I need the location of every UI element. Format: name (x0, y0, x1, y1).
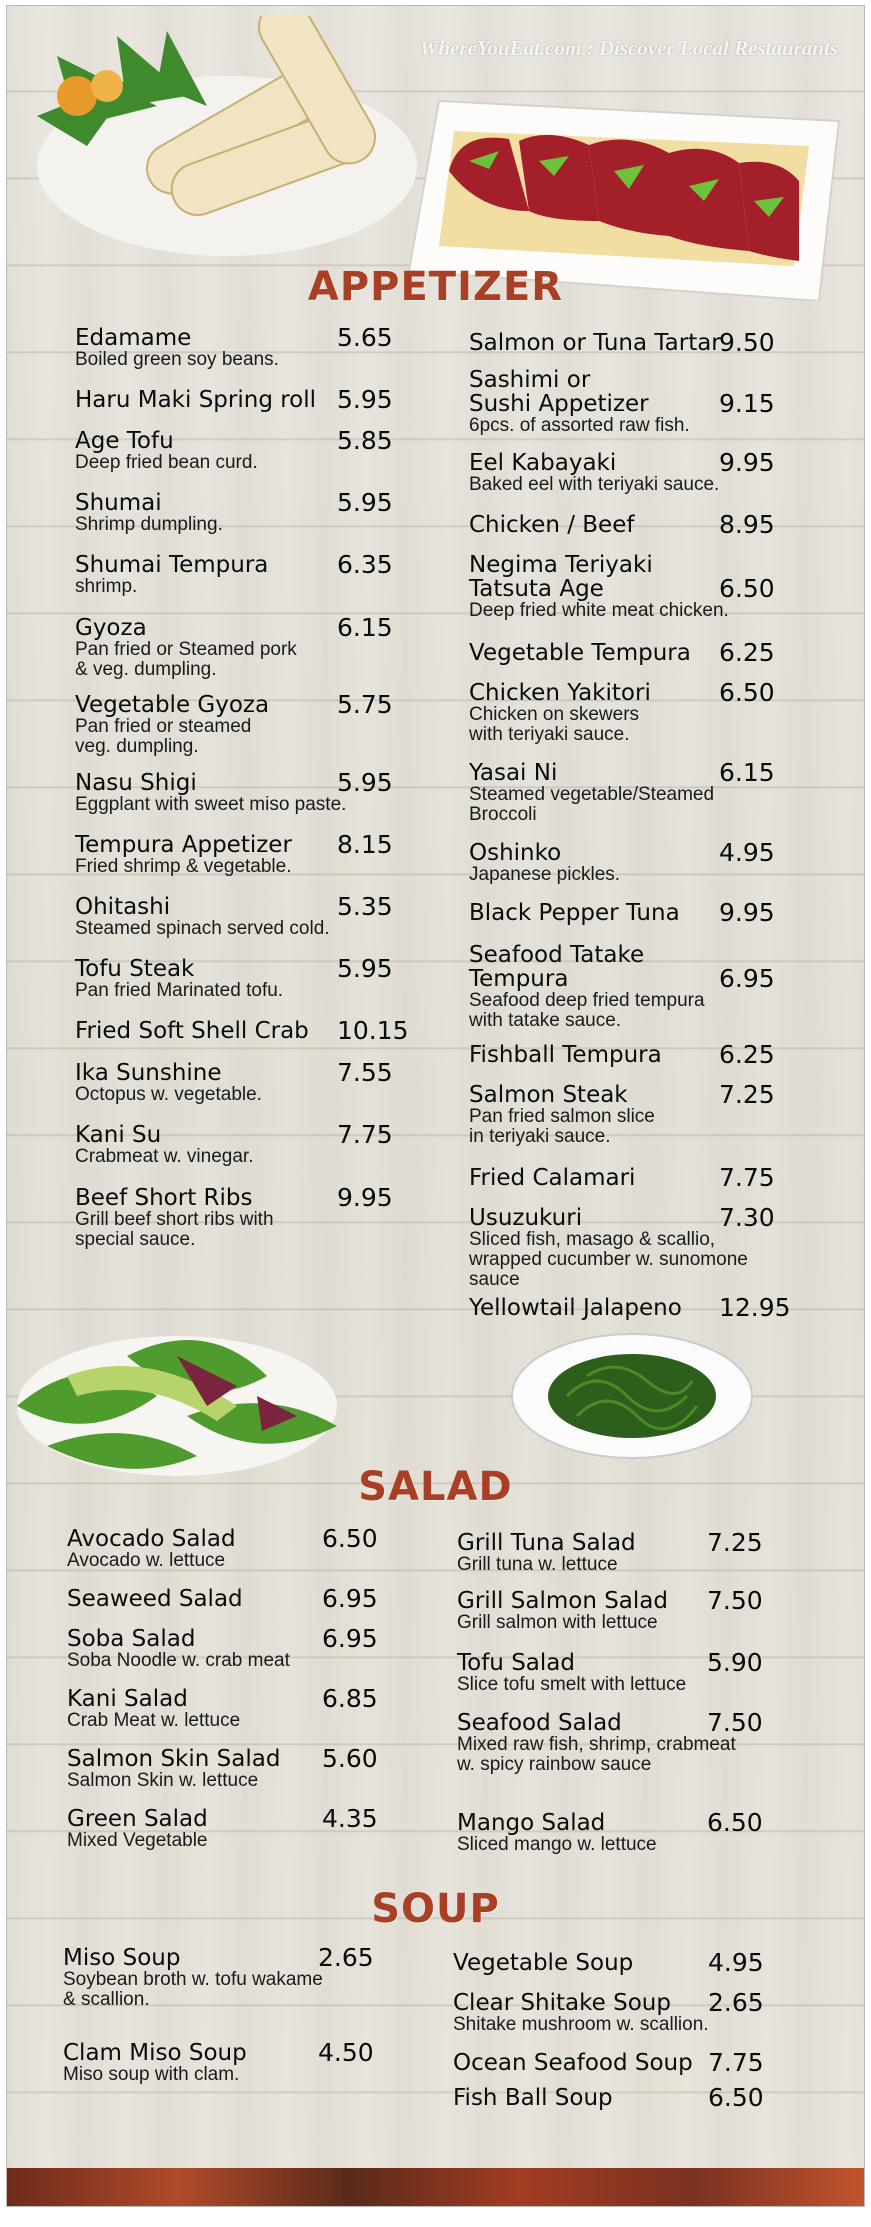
menu-item-description: shrimp. (75, 576, 138, 597)
menu-item-description: Sliced fish, masago & scallio, wrapped cucumber w. sunomone sauce (469, 1229, 748, 1290)
menu-item-name: Beef Short Ribs (75, 1185, 253, 1211)
menu-item-name: Tempura Appetizer (75, 832, 292, 858)
menu-item-price: 5.95 (337, 488, 393, 517)
menu-item-price: 6.50 (719, 678, 775, 707)
menu-item-price: 6.50 (707, 1808, 763, 1837)
menu-item-description: Soybean broth w. tofu wakame & scallion. (63, 1969, 323, 2010)
menu-item-description: Eggplant with sweet miso paste. (75, 794, 347, 815)
menu-item-name: Fishball Tempura (469, 1042, 662, 1068)
menu-item-name: Sashimi or Sushi Appetizer (469, 367, 649, 417)
menu-item-name: Miso Soup (63, 1945, 181, 1971)
menu-item-price: 6.85 (322, 1684, 378, 1713)
menu-item-name: Ika Sunshine (75, 1060, 222, 1086)
menu-item-description: Shitake mushroom w. scallion. (453, 2014, 709, 2035)
menu-item-tofu-steak (75, 954, 407, 1001)
menu-item-description: Sliced mango w. lettuce (457, 1834, 657, 1855)
menu-item-eel-kabayaki (469, 448, 789, 495)
menu-item-name: Vegetable Tempura (469, 640, 691, 666)
menu-item-price: 5.85 (337, 426, 393, 455)
menu-item-gyoza (75, 613, 407, 680)
menu-item-description: Octopus w. vegetable. (75, 1084, 262, 1105)
menu-item-name: Vegetable Gyoza (75, 692, 270, 718)
menu-item-price: 9.50 (719, 328, 775, 357)
menu-item-name: Chicken Yakitori (469, 680, 651, 706)
menu-item-name: Nasu Shigi (75, 770, 197, 796)
menu-item-price: 4.95 (719, 838, 775, 867)
menu-item-vegetable-tempura (469, 638, 789, 667)
menu-item-price: 9.15 (719, 389, 775, 418)
menu-item-name: Chicken / Beef (469, 512, 635, 538)
menu-item-ika-sunshine (75, 1058, 407, 1105)
menu-item-name: Edamame (75, 325, 192, 351)
menu-item-ohitashi (75, 892, 407, 939)
menu-item-description: Crabmeat w. vinegar. (75, 1146, 254, 1167)
menu-item-kani-salad (67, 1684, 392, 1731)
menu-item-name: Green Salad (67, 1806, 208, 1832)
bottom-food-strip (7, 2168, 864, 2206)
menu-item-name: Fried Calamari (469, 1165, 636, 1191)
menu-item-description: Salmon Skin w. lettuce (67, 1770, 259, 1791)
menu-item-price: 8.15 (337, 830, 393, 859)
menu-item-green-salad (67, 1804, 392, 1851)
menu-item-negima-teriyaki-tatsuta-age (469, 553, 789, 621)
menu-item-description: Soba Noodle w. crab meat (67, 1650, 290, 1671)
menu-item-description: Grill beef short ribs with special sauce. (75, 1209, 274, 1250)
menu-item-seafood-tatake-tempura (469, 943, 789, 1031)
menu-item-fishball-tempura (469, 1040, 789, 1069)
menu-item-haru-maki-spring-roll (75, 385, 407, 414)
menu-item-description: Miso soup with clam. (63, 2064, 240, 2085)
menu-item-name: Avocado Salad (67, 1526, 236, 1552)
menu-item-name: Seaweed Salad (67, 1586, 243, 1612)
menu-item-description: Mixed raw fish, shrimp, crabmeat w. spicy rainbow sauce (457, 1734, 736, 1775)
menu-item-price: 6.15 (719, 758, 775, 787)
menu-item-name: Eel Kabayaki (469, 450, 617, 476)
menu-item-price: 6.50 (719, 574, 775, 603)
menu-item-name: Gyoza (75, 615, 147, 641)
menu-item-description: Deep fried white meat chicken. (469, 600, 729, 621)
menu-item-mango-salad (457, 1808, 777, 1855)
menu-item-price: 9.95 (337, 1183, 393, 1212)
salad-heading: SALAD (358, 1464, 513, 1510)
menu-item-name: Vegetable Soup (453, 1950, 634, 1976)
menu-item-ocean-seafood-soup (453, 2048, 778, 2077)
menu-item-edamame (75, 323, 407, 370)
menu-item-name: Age Tofu (75, 428, 174, 454)
menu-item-name: Salmon or Tuna Tartar (469, 330, 721, 356)
menu-item-price: 6.25 (719, 1040, 775, 1069)
menu-item-name: Seafood Tatake Tempura (469, 942, 645, 992)
menu-item-name: Oshinko (469, 840, 562, 866)
menu-item-price: 4.35 (322, 1804, 378, 1833)
menu-item-price: 9.95 (719, 448, 775, 477)
menu-item-price: 7.75 (719, 1163, 775, 1192)
menu-item-name: Black Pepper Tuna (469, 900, 680, 926)
menu-item-fried-calamari (469, 1163, 789, 1192)
menu-item-price: 2.65 (708, 1988, 764, 2017)
menu-item-price: 5.95 (337, 954, 393, 983)
menu-item-name: Yasai Ni (469, 760, 558, 786)
menu-item-description: Pan fried Marinated tofu. (75, 980, 284, 1001)
menu-item-name: Usuzukuri (469, 1205, 583, 1231)
menu-item-name: Tofu Salad (457, 1650, 575, 1676)
menu-item-description: Shrimp dumpling. (75, 514, 223, 535)
menu-item-price: 4.50 (318, 2038, 374, 2067)
menu-item-fish-ball-soup (453, 2083, 778, 2112)
menu-item-beef-short-ribs (75, 1183, 407, 1250)
menu-item-soba-salad (67, 1624, 392, 1671)
menu-item-avocado-salad (67, 1524, 392, 1571)
menu-item-vegetable-soup (453, 1948, 778, 1977)
menu-item-black-pepper-tuna (469, 898, 789, 927)
menu-item-price: 7.25 (707, 1528, 763, 1557)
menu-item-name: Tofu Steak (75, 956, 195, 982)
menu-item-description: Slice tofu smelt with lettuce (457, 1674, 687, 1695)
menu-item-shumai-tempura (75, 550, 407, 597)
menu-item-price: 9.95 (719, 898, 775, 927)
menu-item-miso-soup (63, 1943, 388, 2010)
menu-item-yellowtail-jalapeno (469, 1293, 791, 1322)
seaweed-salad-photo (507, 1326, 757, 1476)
menu-item-description: Baked eel with teriyaki sauce. (469, 474, 720, 495)
menu-item-name: Soba Salad (67, 1626, 196, 1652)
menu-item-description: Deep fried bean curd. (75, 452, 258, 473)
menu-item-description: Chicken on skewers with teriyaki sauce. (469, 704, 640, 745)
menu-item-name: Shumai Tempura (75, 552, 269, 578)
menu-item-kani-su (75, 1120, 407, 1167)
menu-item-price: 6.35 (337, 550, 393, 579)
menu-item-price: 7.25 (719, 1080, 775, 1109)
menu-item-price: 6.95 (322, 1624, 378, 1653)
menu-item-chicken-beef (469, 510, 789, 539)
menu-item-description: Japanese pickles. (469, 864, 621, 885)
menu-item-name: Shumai (75, 490, 162, 516)
menu-item-tofu-salad (457, 1648, 777, 1695)
menu-item-clear-shitake-soup (453, 1988, 778, 2035)
menu-item-price: 5.60 (322, 1744, 378, 1773)
menu-item-name: Grill Salmon Salad (457, 1588, 668, 1614)
menu-item-usuzukuri (469, 1203, 789, 1290)
menu-item-price: 2.65 (318, 1943, 374, 1972)
menu-item-clam-miso-soup (63, 2038, 388, 2085)
menu-item-price: 5.75 (337, 690, 393, 719)
menu-item-fried-soft-shell-crab (75, 1016, 409, 1045)
menu-item-description: Seafood deep fried tempura with tatake sauce. (469, 990, 705, 1031)
menu-item-description: Pan fried or steamed veg. dumpling. (75, 716, 252, 757)
menu-item-name: Clam Miso Soup (63, 2040, 247, 2066)
menu-item-price: 4.95 (708, 1948, 764, 1977)
menu-item-price: 5.35 (337, 892, 393, 921)
menu-item-description: Mixed Vegetable (67, 1830, 208, 1851)
menu-item-chicken-yakitori (469, 678, 789, 745)
menu-item-description: Pan fried or Steamed pork & veg. dumpling. (75, 639, 297, 680)
menu-item-price: 7.75 (337, 1120, 393, 1149)
menu-item-name: Ocean Seafood Soup (453, 2050, 693, 2076)
menu-item-price: 7.30 (719, 1203, 775, 1232)
avocado-salad-photo (7, 1296, 347, 1486)
menu-item-salmon-skin-salad (67, 1744, 392, 1791)
menu-item-description: Boiled green soy beans. (75, 349, 279, 370)
menu-item-salmon-steak (469, 1080, 789, 1147)
menu-item-price: 7.55 (337, 1058, 393, 1087)
menu-item-description: Pan fried salmon slice in teriyaki sauce. (469, 1106, 655, 1147)
menu-item-price: 5.90 (707, 1648, 763, 1677)
menu-item-name: Haru Maki Spring roll (75, 387, 317, 413)
menu-item-sashimi-or-sushi-appetizer (469, 368, 789, 436)
menu-item-oshinko (469, 838, 789, 885)
appetizer-heading: APPETIZER (307, 264, 564, 310)
menu-item-nasu-shigi (75, 768, 407, 815)
menu-item-age-tofu (75, 426, 407, 473)
menu-item-price: 6.50 (322, 1524, 378, 1553)
menu-item-salmon-or-tuna-tartar (469, 328, 789, 357)
menu-item-price: 7.50 (707, 1708, 763, 1737)
menu-item-price: 6.95 (322, 1584, 378, 1613)
menu-item-description: Crab Meat w. lettuce (67, 1710, 241, 1731)
menu-item-price: 8.95 (719, 510, 775, 539)
menu-item-price: 12.95 (719, 1293, 791, 1322)
menu-item-seafood-salad (457, 1708, 777, 1775)
menu-item-price: 5.95 (337, 768, 393, 797)
menu-item-description: Grill salmon with lettuce (457, 1612, 658, 1633)
menu-item-price: 6.50 (708, 2083, 764, 2112)
menu-item-seaweed-salad (67, 1584, 392, 1613)
menu-page (7, 6, 864, 2206)
menu-item-price: 7.50 (707, 1586, 763, 1615)
menu-item-name: Salmon Skin Salad (67, 1746, 281, 1772)
menu-item-tempura-appetizer (75, 830, 407, 877)
menu-item-shumai (75, 488, 407, 535)
menu-item-price: 5.95 (337, 385, 393, 414)
menu-item-vegetable-gyoza (75, 690, 407, 757)
menu-item-name: Seafood Salad (457, 1710, 622, 1736)
menu-item-name: Kani Su (75, 1122, 162, 1148)
menu-item-name: Clear Shitake Soup (453, 1990, 671, 2016)
menu-item-grill-salmon-salad (457, 1586, 777, 1633)
menu-item-description: Fried shrimp & vegetable. (75, 856, 292, 877)
menu-item-name: Grill Tuna Salad (457, 1530, 636, 1556)
menu-item-price: 6.95 (719, 964, 775, 993)
menu-item-description: Steamed spinach served cold. (75, 918, 330, 939)
menu-item-grill-tuna-salad (457, 1528, 777, 1575)
spring-roll-photo (17, 16, 437, 271)
menu-item-price: 6.25 (719, 638, 775, 667)
menu-item-name: Mango Salad (457, 1810, 606, 1836)
menu-item-yasai-ni (469, 758, 789, 825)
menu-item-description: Avocado w. lettuce (67, 1550, 226, 1571)
menu-item-description: 6pcs. of assorted raw fish. (469, 415, 690, 436)
menu-item-price: 6.15 (337, 613, 393, 642)
menu-item-name: Salmon Steak (469, 1082, 628, 1108)
menu-item-name: Ohitashi (75, 894, 171, 920)
menu-item-description: Steamed vegetable/Steamed Broccoli (469, 784, 715, 825)
menu-item-price: 7.75 (708, 2048, 764, 2077)
menu-item-name: Yellowtail Jalapeno (469, 1295, 682, 1321)
menu-item-name: Negima Teriyaki Tatsuta Age (469, 552, 653, 602)
menu-item-description: Grill tuna w. lettuce (457, 1554, 618, 1575)
menu-item-name: Kani Salad (67, 1686, 188, 1712)
menu-item-name: Fried Soft Shell Crab (75, 1018, 309, 1044)
menu-item-price: 5.65 (337, 323, 393, 352)
watermark: WhereYouEat.com : Discover Local Restaurants (419, 36, 838, 60)
menu-item-name: Fish Ball Soup (453, 2085, 613, 2111)
menu-item-price: 10.15 (337, 1016, 409, 1045)
soup-heading: SOUP (371, 1886, 500, 1932)
